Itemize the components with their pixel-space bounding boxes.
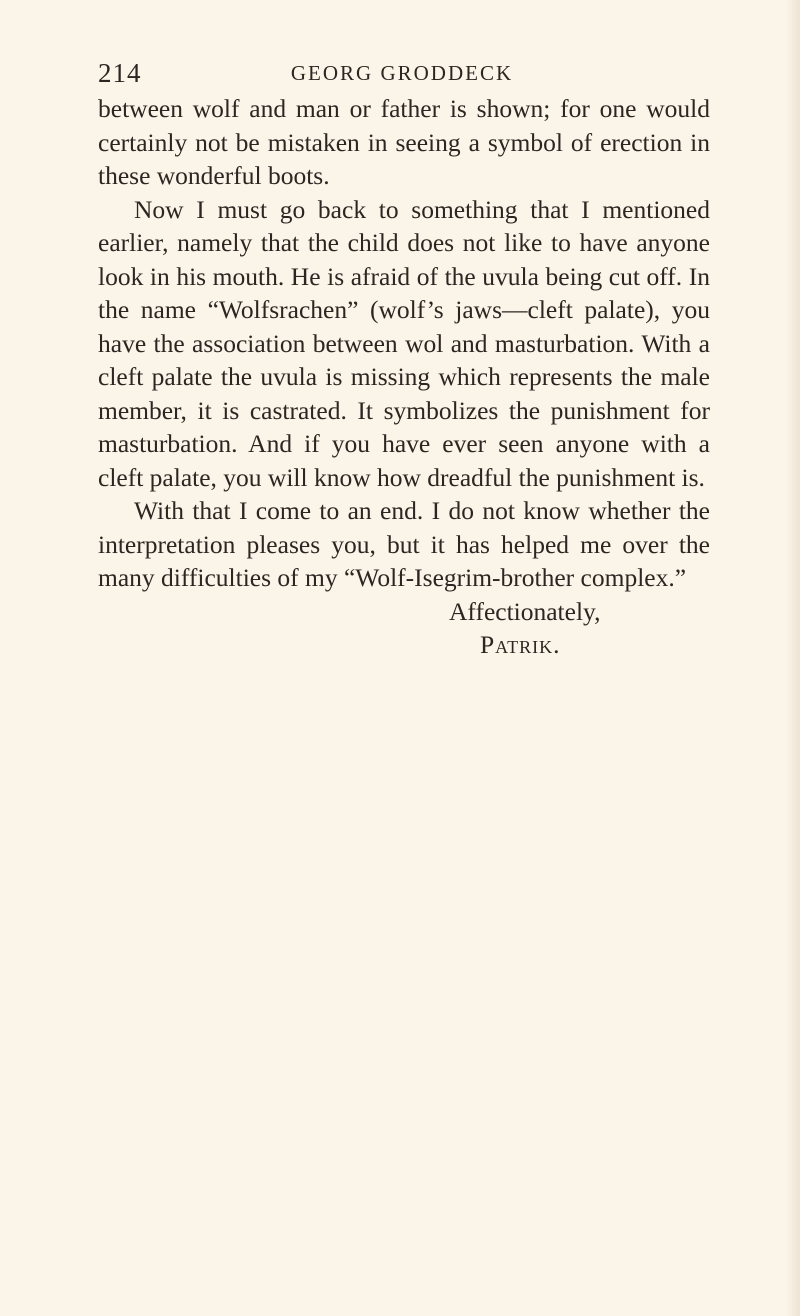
letter-closing: Affectionately, xyxy=(449,596,601,626)
paragraph-continued: between wolf and man or father is shown; for one would certainly not be mistaken in seeing a symbol of erection in these wonderful boots. xyxy=(98,94,710,190)
page-edge-shadow xyxy=(786,0,800,1316)
letter-signature: Patrik. xyxy=(480,630,561,659)
running-head xyxy=(98,56,706,90)
paragraph-ending: With that I come to an end. I do not know whether the interpretation pleases you, but it has helped me over the many difficulties of my “Wolf-Isegrim-brother complex.” xyxy=(98,496,710,592)
paragraph-uvula: Now I must go back to something that I mentioned earlier, namely that the child does not like to have anyone look in his mouth. He is afraid of the uvula being cut off. In the name “Wolfsrachen” (wolf’s jaws—cleft palate), you have the association between wol and masturbation. With a cleft palate the uvula is missing which represents the male member, it is castrated. It symbolizes the punishment for masturbation. And if you have ever seen anyone with a cleft palate, you will know how dreadful the punishment is. xyxy=(98,194,710,492)
running-title: GEORG GRODDECK xyxy=(290,61,514,85)
page-number: 214 xyxy=(98,58,142,88)
body-text xyxy=(98,92,710,662)
